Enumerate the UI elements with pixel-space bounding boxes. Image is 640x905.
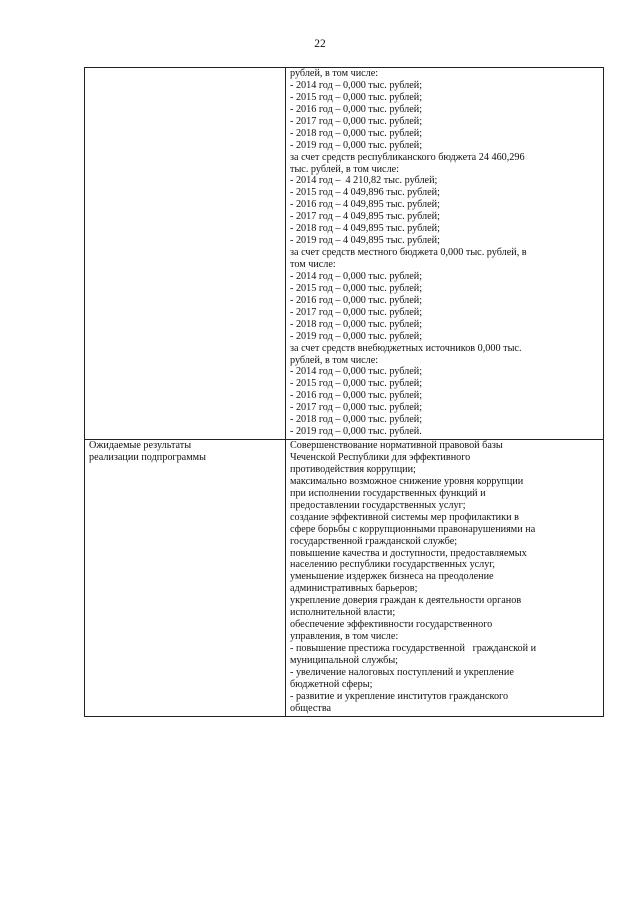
content-line: - 2015 год – 4 049,896 тыс. рублей; [290,187,440,199]
content-line: - 2019 год – 0,000 тыс. рублей; [290,139,423,151]
content-line: - 2016 год – 0,000 тыс. рублей; [290,103,423,115]
content-line: укрепление доверия граждан к деятельности органов [290,595,522,607]
content-line: за счет средств республиканского бюджета 24 460,296 [290,151,525,163]
content-line: - повышение престижа государственной гражданской и [290,643,537,654]
row-label-cell [85,440,286,717]
subprogram-table [84,67,604,717]
content-line: рублей, в том числе: [290,68,379,79]
table-row [85,68,604,440]
content-line: при исполнении государственных функций и [290,487,486,499]
content-line: - 2018 год – 0,000 тыс. рублей; [290,127,423,139]
content-line: за счет средств внебюджетных источников 0,000 тыс. [290,342,522,354]
content-line: - 2015 год – 0,000 тыс. рублей; [290,282,423,294]
content-line: - 2017 год – 0,000 тыс. рублей; [290,306,423,318]
content-line: тыс. рублей, в том числе: [290,163,400,175]
content-line: - развитие и укрепление институтов гражданского [290,690,509,702]
content-line: административных барьеров; [290,583,418,595]
content-line: - 2018 год – 4 049,895 тыс. рублей; [290,223,440,235]
content-line: - 2014 год – 0,000 тыс. рублей; [290,270,423,282]
content-line: обеспечение эффективности государственного [290,619,493,631]
content-line: максимально возможное снижение уровня коррупции [290,475,524,487]
page-number: 22 [314,38,326,50]
content-line: государственной гражданской службе; [290,535,458,547]
content-line: - 2016 год – 0,000 тыс. рублей; [290,390,423,402]
content-line: - 2014 год – 0,000 тыс. рублей; [290,79,423,91]
content-line: управления, в том числе: [290,631,399,643]
content-line: - 2019 год – 0,000 тыс. рублей. [290,426,422,438]
row-content-cell [286,440,604,717]
content-line: повышение качества и доступности, предоставляемых [290,547,527,559]
content-line: рублей, в том числе: [290,354,379,366]
content-line: муниципальной службы; [290,654,399,666]
table-row [85,440,604,717]
row-label-cell [85,68,286,440]
content-line: - 2015 год – 0,000 тыс. рублей; [290,378,423,390]
label-line: реализации подпрограммы [89,452,206,463]
content-line: бюджетной сферы; [290,678,373,690]
content-line: сфере борьбы с коррупционными правонарушениями на [290,523,536,535]
content-line: - 2018 год – 0,000 тыс. рублей; [290,414,423,426]
content-line: - 2016 год – 0,000 тыс. рублей; [290,294,423,306]
content-line: Совершенствование нормативной правовой базы [290,440,503,452]
content-line: том числе: [290,259,336,270]
content-line: за счет средств местного бюджета 0,000 тыс. рублей, в [290,247,527,259]
content-line: - 2016 год – 4 049,895 тыс. рублей; [290,199,440,211]
content-line: - 2015 год – 0,000 тыс. рублей; [290,91,423,103]
content-line: общества [290,702,332,714]
content-line: противодействия коррупции; [290,463,416,475]
content-line: уменьшение издержек бизнеса на преодоление [290,571,494,583]
content-line: - 2019 год – 4 049,895 тыс. рублей; [290,235,440,247]
content-line: - 2014 год – 4 210,82 тыс. рублей; [290,175,438,187]
content-line: Чеченской Республики для эффективного [290,452,471,463]
content-line: - 2017 год – 0,000 тыс. рублей; [290,115,423,127]
content-line: населению республики государственных услуг, [290,559,495,571]
content-line: - 2014 год – 0,000 тыс. рублей; [290,366,423,378]
row-content-cell [286,68,604,440]
content-line: предоставлении государственных услуг; [290,499,466,511]
label-line: Ожидаемые результаты [89,440,192,452]
content-line: - увеличение налоговых поступлений и укрепление [290,666,514,678]
content-line: исполнительной власти; [290,607,396,619]
content-line: - 2017 год – 0,000 тыс. рублей; [290,402,423,414]
content-line: создание эффективной системы мер профилактики в [290,511,519,523]
content-line: - 2019 год – 0,000 тыс. рублей; [290,330,423,342]
content-line: - 2017 год – 4 049,895 тыс. рублей; [290,211,440,223]
content-line: - 2018 год – 0,000 тыс. рублей; [290,318,423,330]
